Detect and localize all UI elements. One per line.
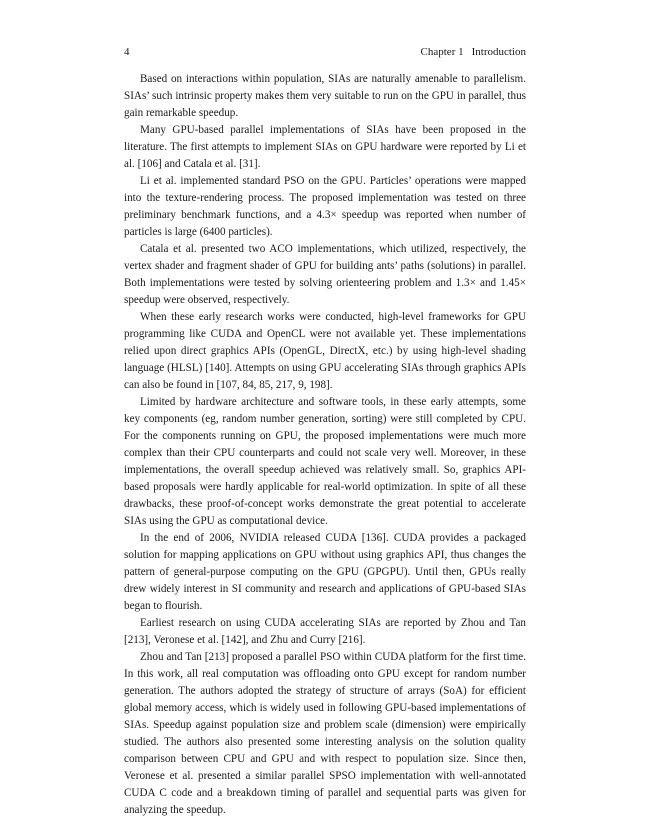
body-text — [124, 71, 526, 819]
paragraph: In the end of 2006, NVIDIA released CUDA [136]. CUDA provides a packaged solution for mapping applications on GPU without using graphics API, thus changes the pattern of general-purpose computing on the GPU (GPGPU). Until then, GPUs really drew widely interest in SI community and research and applications of GPU-based SIAs began to flourish. — [124, 532, 526, 612]
paragraph: Zhou and Tan [213] proposed a parallel PSO within CUDA platform for the first time. In this work, all real computation was offloading onto GPU except for random number generation. The authors adopted the strategy of structure of arrays (SoA) for efficient global memory access, which is widely used in following GPU-based implementations of SIAs. Speedup against population size and problem scale (dimension) were empirically studied. The authors also presented some interesting analysis on the solution quality comparison between CPU and GPU and with respect to population size. Since then, Veronese et al. presented a similar parallel SPSO implementation with well-annotated CUDA C code and a breakdown timing of parallel and sequential parts was given for analyzing the speedup. — [124, 651, 526, 816]
paragraph: Catala et al. presented two ACO implementations, which utilized, respectively, the vertex shader and fragment shader of GPU for building ants’ paths (solutions) in parallel. Both implementations were tested by solving orienteering problem and 1.3× and 1.45× speedup were observed, respectively. — [124, 243, 526, 306]
paragraph: Li et al. implemented standard PSO on the GPU. Particles’ operations were mapped into the texture-rendering process. The proposed implementation was tested on three preliminary benchmark functions, and a 4.3× speedup was reported when number of particles is large (6400 particles). — [124, 175, 526, 238]
chapter-label: Chapter 1 — [420, 46, 464, 58]
paragraph: Based on interactions within population, SIAs are naturally amenable to parallelism. SIAs’ such intrinsic property makes them very suitable to run on the GPU in parallel, thus gain remarkable speedup. — [124, 73, 526, 119]
chapter-title: Introduction — [471, 46, 526, 58]
paragraph: Limited by hardware architecture and software tools, in these early attempts, some key components (eg, random number generation, sorting) were still completed by CPU. For the components running on GPU, the proposed implementations were much more complex than their CPU counterparts and could not scale very well. Moreover, in these implementations, the overall speedup achieved was relatively small. So, graphics API-based proposals were hardly applicable for real-world optimization. In spite of all these drawbacks, these proof-of-concept works demonstrate the great potential to accelerate SIAs using the GPU as computational device. — [124, 396, 526, 527]
paragraph: Earliest research on using CUDA accelerating SIAs are reported by Zhou and Tan [213], Veronese et al. [142], and Zhu and Curry [216]. — [124, 617, 526, 646]
chapter-heading — [421, 45, 526, 59]
paragraph: When these early research works were conducted, high-level frameworks for GPU programming like CUDA and OpenCL were not available yet. These implementations relied upon direct graphics APIs (OpenGL, DirectX, etc.) by using high-level shading language (HLSL) [140]. Attempts on using GPU accelerating SIAs through graphics APIs can also be found in [107, 84, 85, 217, 9, 198]. — [124, 311, 526, 391]
paragraph: Many GPU-based parallel implementations of SIAs have been proposed in the literature. The first attempts to implement SIAs on GPU hardware were reported by Li et al. [106] and Catala et al. [31]. — [124, 124, 526, 170]
page-number: 4 — [124, 46, 130, 58]
